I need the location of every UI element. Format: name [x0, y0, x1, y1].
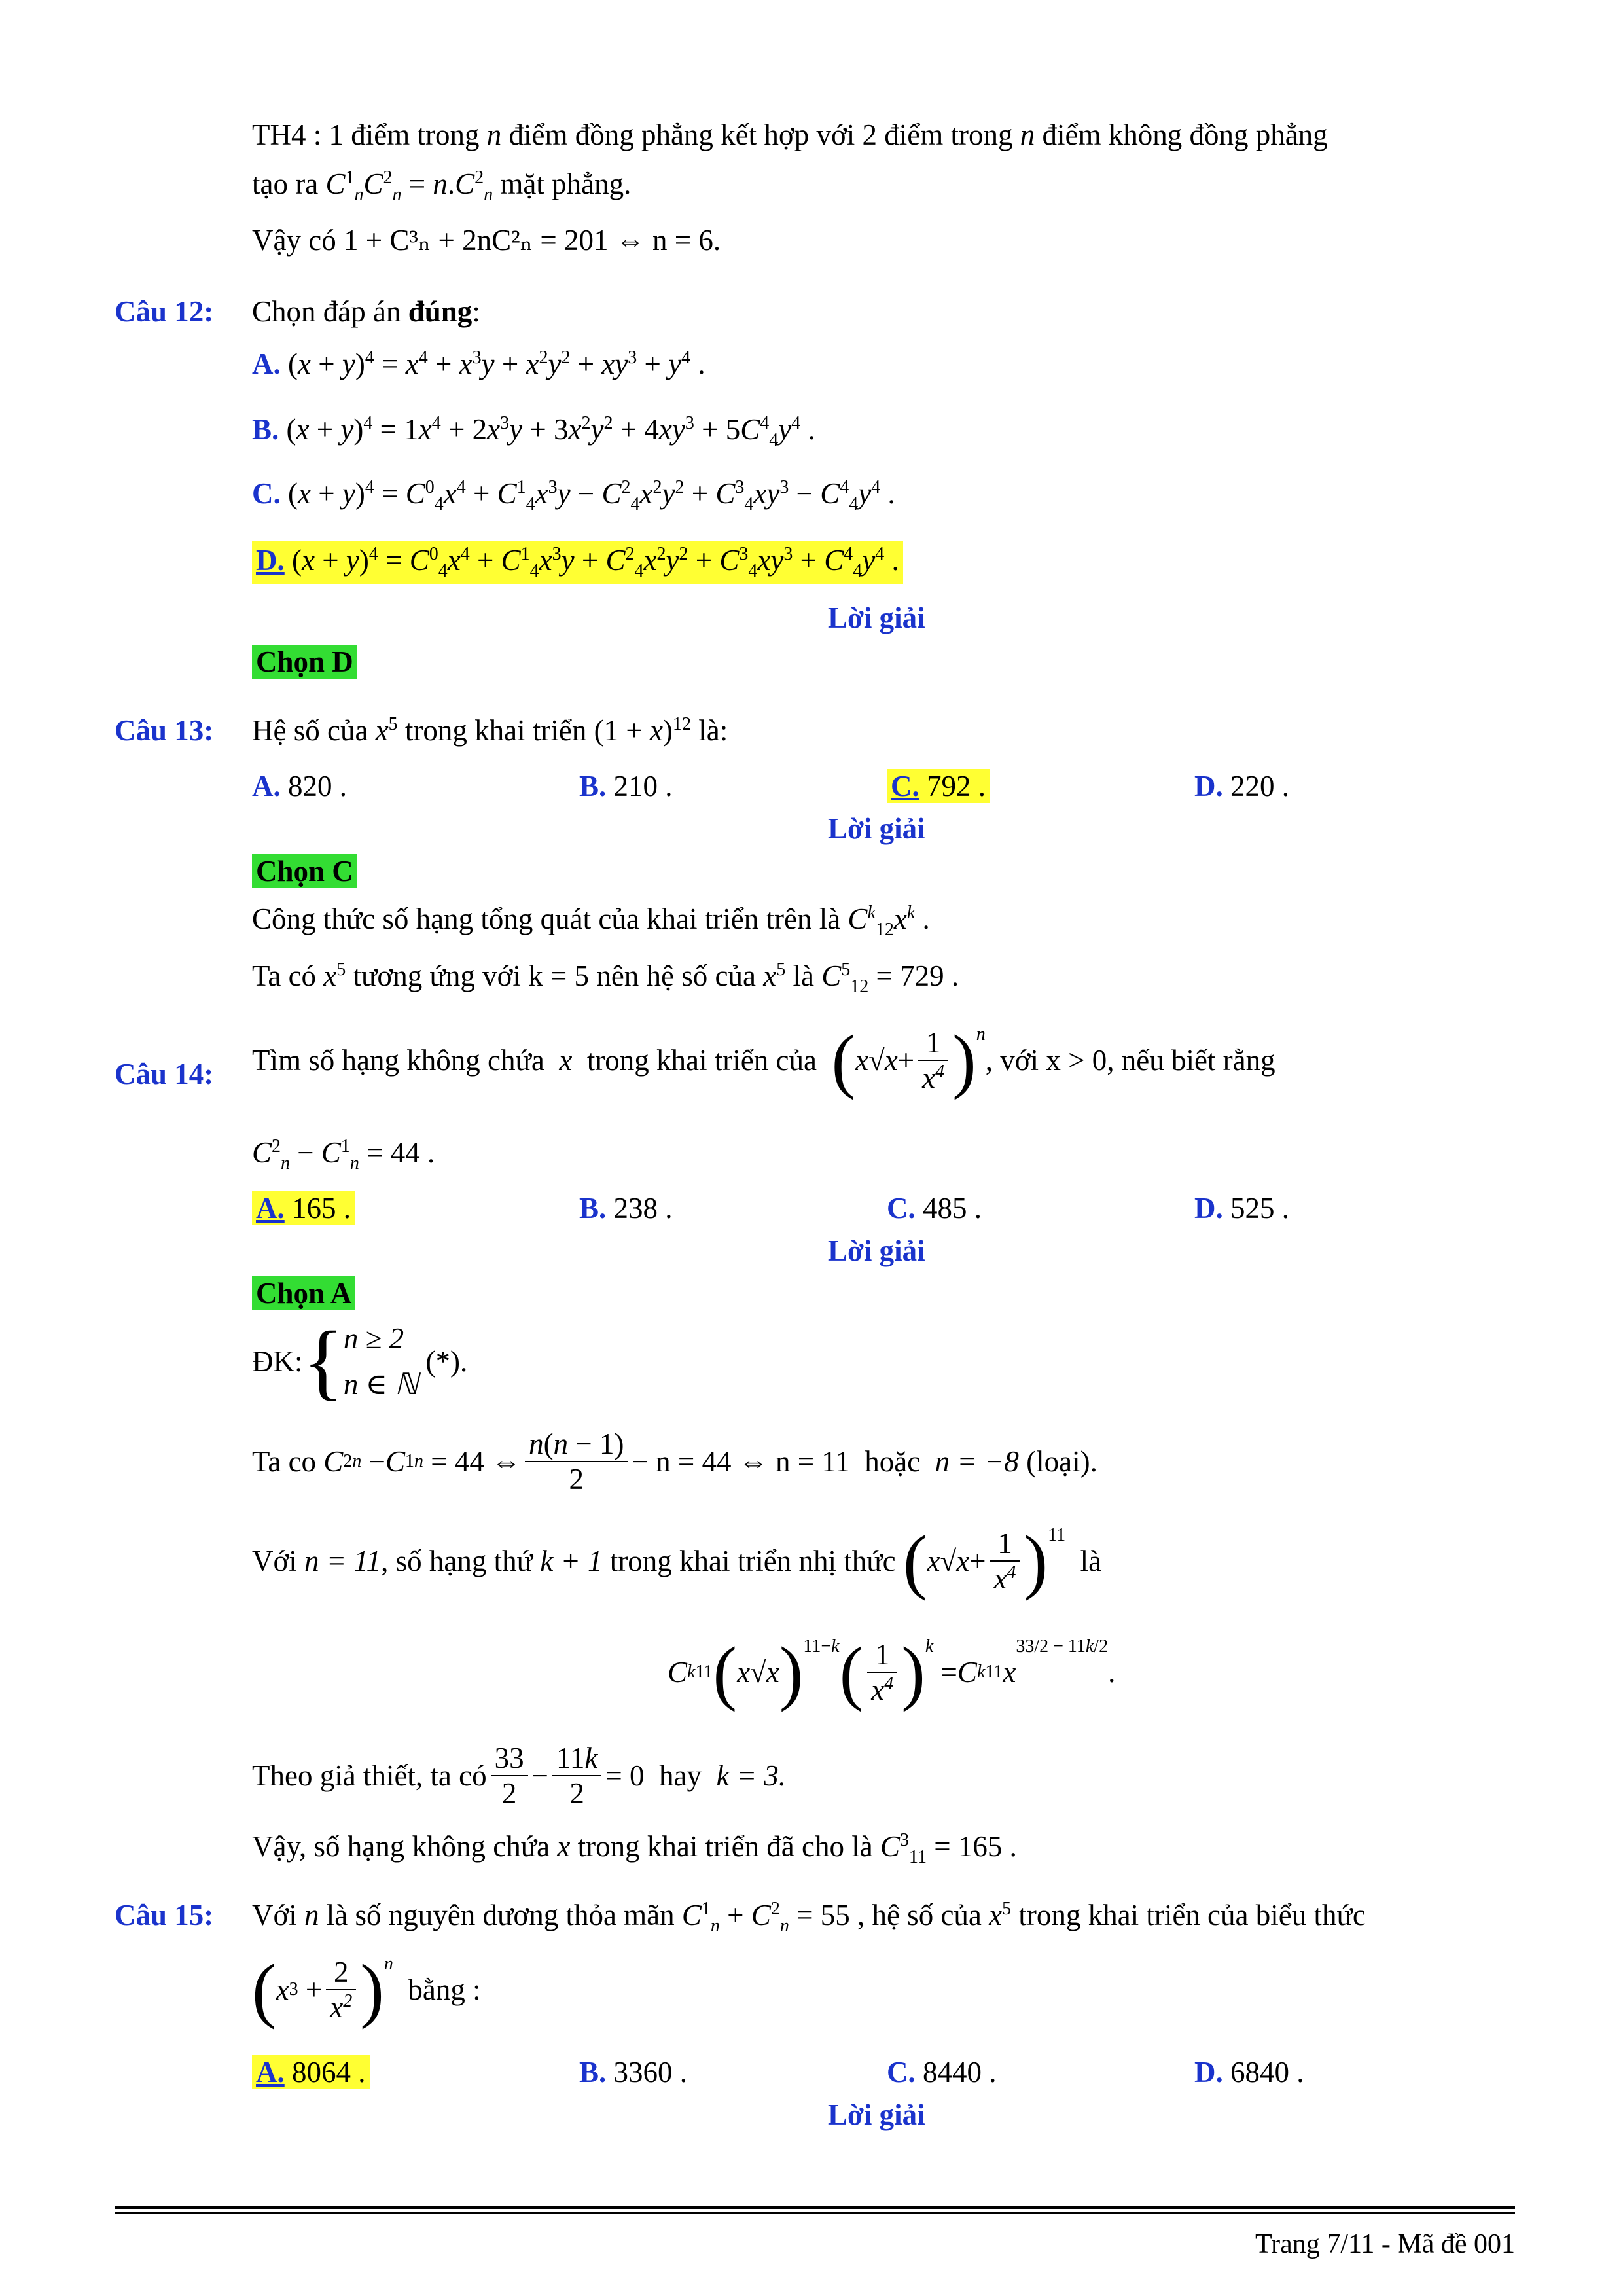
- q14-theo: Theo giả thiết, ta có $\frac{33}{2}$ − $\frac{11k}{2}$ = 0 hay k = 3.: [252, 1742, 787, 1810]
- q14-answer-c[interactable]: C. 485 .: [887, 1192, 982, 1225]
- q15-label: Câu 15:: [115, 1899, 214, 1931]
- q15-answer-c[interactable]: C. 8440 .: [887, 2056, 997, 2089]
- q13-label: Câu 13:: [115, 714, 214, 747]
- q13-line2: Ta có $x^5$ tương ứng với k = 5 nên hệ số của $x^5$ là $C^5_{12} = 729$ .: [252, 960, 959, 997]
- footer-rule-thin: [115, 2212, 1515, 2214]
- q12-loi-giai: Lời giải: [828, 601, 925, 634]
- q15-answer-a[interactable]: A. 8064 .: [252, 2055, 370, 2089]
- vay-co-line: Vậy có 1 + C³ₙ + 2nC²ₙ = 201 ⇔ n = 6.: [252, 224, 721, 257]
- q13-chon: Chọn C: [252, 854, 357, 888]
- q13-answer-b[interactable]: B. 210 .: [579, 770, 673, 802]
- q12-option-a[interactable]: A. $(x + y)^4 = x^4 + x^3y + x^2y^2 + xy^3 + y^4$ .: [252, 348, 705, 380]
- q13-line1: Công thức số hạng tổng quát của khai triển trên là $C^k_{12}x^k$ .: [252, 903, 930, 940]
- q12-label: Câu 12:: [115, 295, 214, 328]
- q14-vay: Vậy, số hạng không chứa x trong khai triển đã cho là $C^3_{11} = 165$ .: [252, 1830, 1017, 1867]
- q13-answer-a[interactable]: A. 820 .: [252, 770, 347, 802]
- q14-loi-giai: Lời giải: [828, 1234, 925, 1267]
- q14-answer-d[interactable]: D. 525 .: [1194, 1192, 1289, 1225]
- q13-loi-giai: Lời giải: [828, 812, 925, 845]
- q15-loi-giai: Lời giải: [828, 2098, 925, 2131]
- q13-answer-d[interactable]: D. 220 .: [1194, 770, 1289, 802]
- footer-rule: [115, 2206, 1515, 2209]
- page-footer: Trang 7/11 - Mã đề 001: [1255, 2229, 1515, 2259]
- tao-ra-line: tạo ra $C^1_nC^2_n = n.C^2_n$ mặt phẳng.: [252, 168, 632, 205]
- q14-general-term: C k 11 ( x √ x ) $^{11-k}$ ( $\frac{1}{x^4}$ ) $^k$ = C k 11 x $^{33/2 - 11k /2}$ .: [668, 1632, 1116, 1712]
- q14-dk: ĐK: { n ≥ 2 n ∈ ℕ (*).: [252, 1314, 468, 1408]
- q14-condition: $C^2_n - C^1_n = 44$ .: [252, 1136, 435, 1174]
- q14-ta-co: Ta co C 2 n − C 1 n = 44 ⇔ $\frac{n(n - 1)}{2}$ − n = 44 ⇔ n = 11 hoặc n = −8 (loại).: [252, 1427, 1097, 1496]
- q15-answer-b[interactable]: B. 3360 .: [579, 2056, 688, 2089]
- q12-option-b[interactable]: B. $(x + y)^4 = 1x^4 + 2x^3y + 3x^2y^2 + 4xy^3 + 5C^4_4y^4$ .: [252, 413, 815, 450]
- q14-answer-b[interactable]: B. 238 .: [579, 1192, 673, 1225]
- q13-prompt: Hệ số của $x^5$ trong khai triển $(1 + x)^{12}$ là:: [252, 714, 728, 747]
- q14-voi-line: Với n = 11 , số hạng thứ k + 1 trong khai triển nhị thức ( x √ x + $\frac{1}{x^4}$ ) $^{11}$ là: [252, 1521, 1102, 1601]
- q15-answer-d[interactable]: D. 6840 .: [1194, 2056, 1304, 2089]
- q12-chon: Chọn D: [252, 645, 357, 679]
- q14-chon: Chọn A: [252, 1276, 355, 1310]
- q13-answer-c[interactable]: C. 792 .: [887, 769, 990, 803]
- q14-prompt: Tìm số hạng không chứa x trong khai triển của ( x √ x + $\frac{1}{x^4}$ ) $^n$ , với x > 0 , nếu biết rằng: [252, 1020, 1275, 1100]
- q12-prompt: Chọn đáp án đúng:: [252, 295, 480, 328]
- q14-answer-a[interactable]: A. 165 .: [252, 1191, 355, 1225]
- q15-expression: ( x 3 + $\frac{2}{x^2}$ ) $^n$ bằng :: [252, 1950, 481, 2030]
- th4-line: TH4 : 1 điểm trong n điểm đồng phẳng kết hợp với 2 điểm trong n điểm không đồng phẳng: [252, 118, 1328, 151]
- q14-label: Câu 14:: [115, 1058, 214, 1090]
- q12-option-c[interactable]: C. $(x + y)^4 = C^0_4x^4 + C^1_4x^3y - C^2_4x^2y^2 + C^3_4xy^3 - C^4_4y^4$ .: [252, 477, 895, 514]
- q12-option-d[interactable]: D. $(x + y)^4 = C^0_4x^4 + C^1_4x^3y + C^2_4x^2y^2 + C^3_4xy^3 + C^4_4y^4$ .: [252, 541, 903, 584]
- q15-prompt: Với n là số nguyên dương thỏa mãn $C^1_n + C^2_n = 55$ , hệ số của $x^5$ trong khai triển của biểu thức: [252, 1899, 1366, 1936]
